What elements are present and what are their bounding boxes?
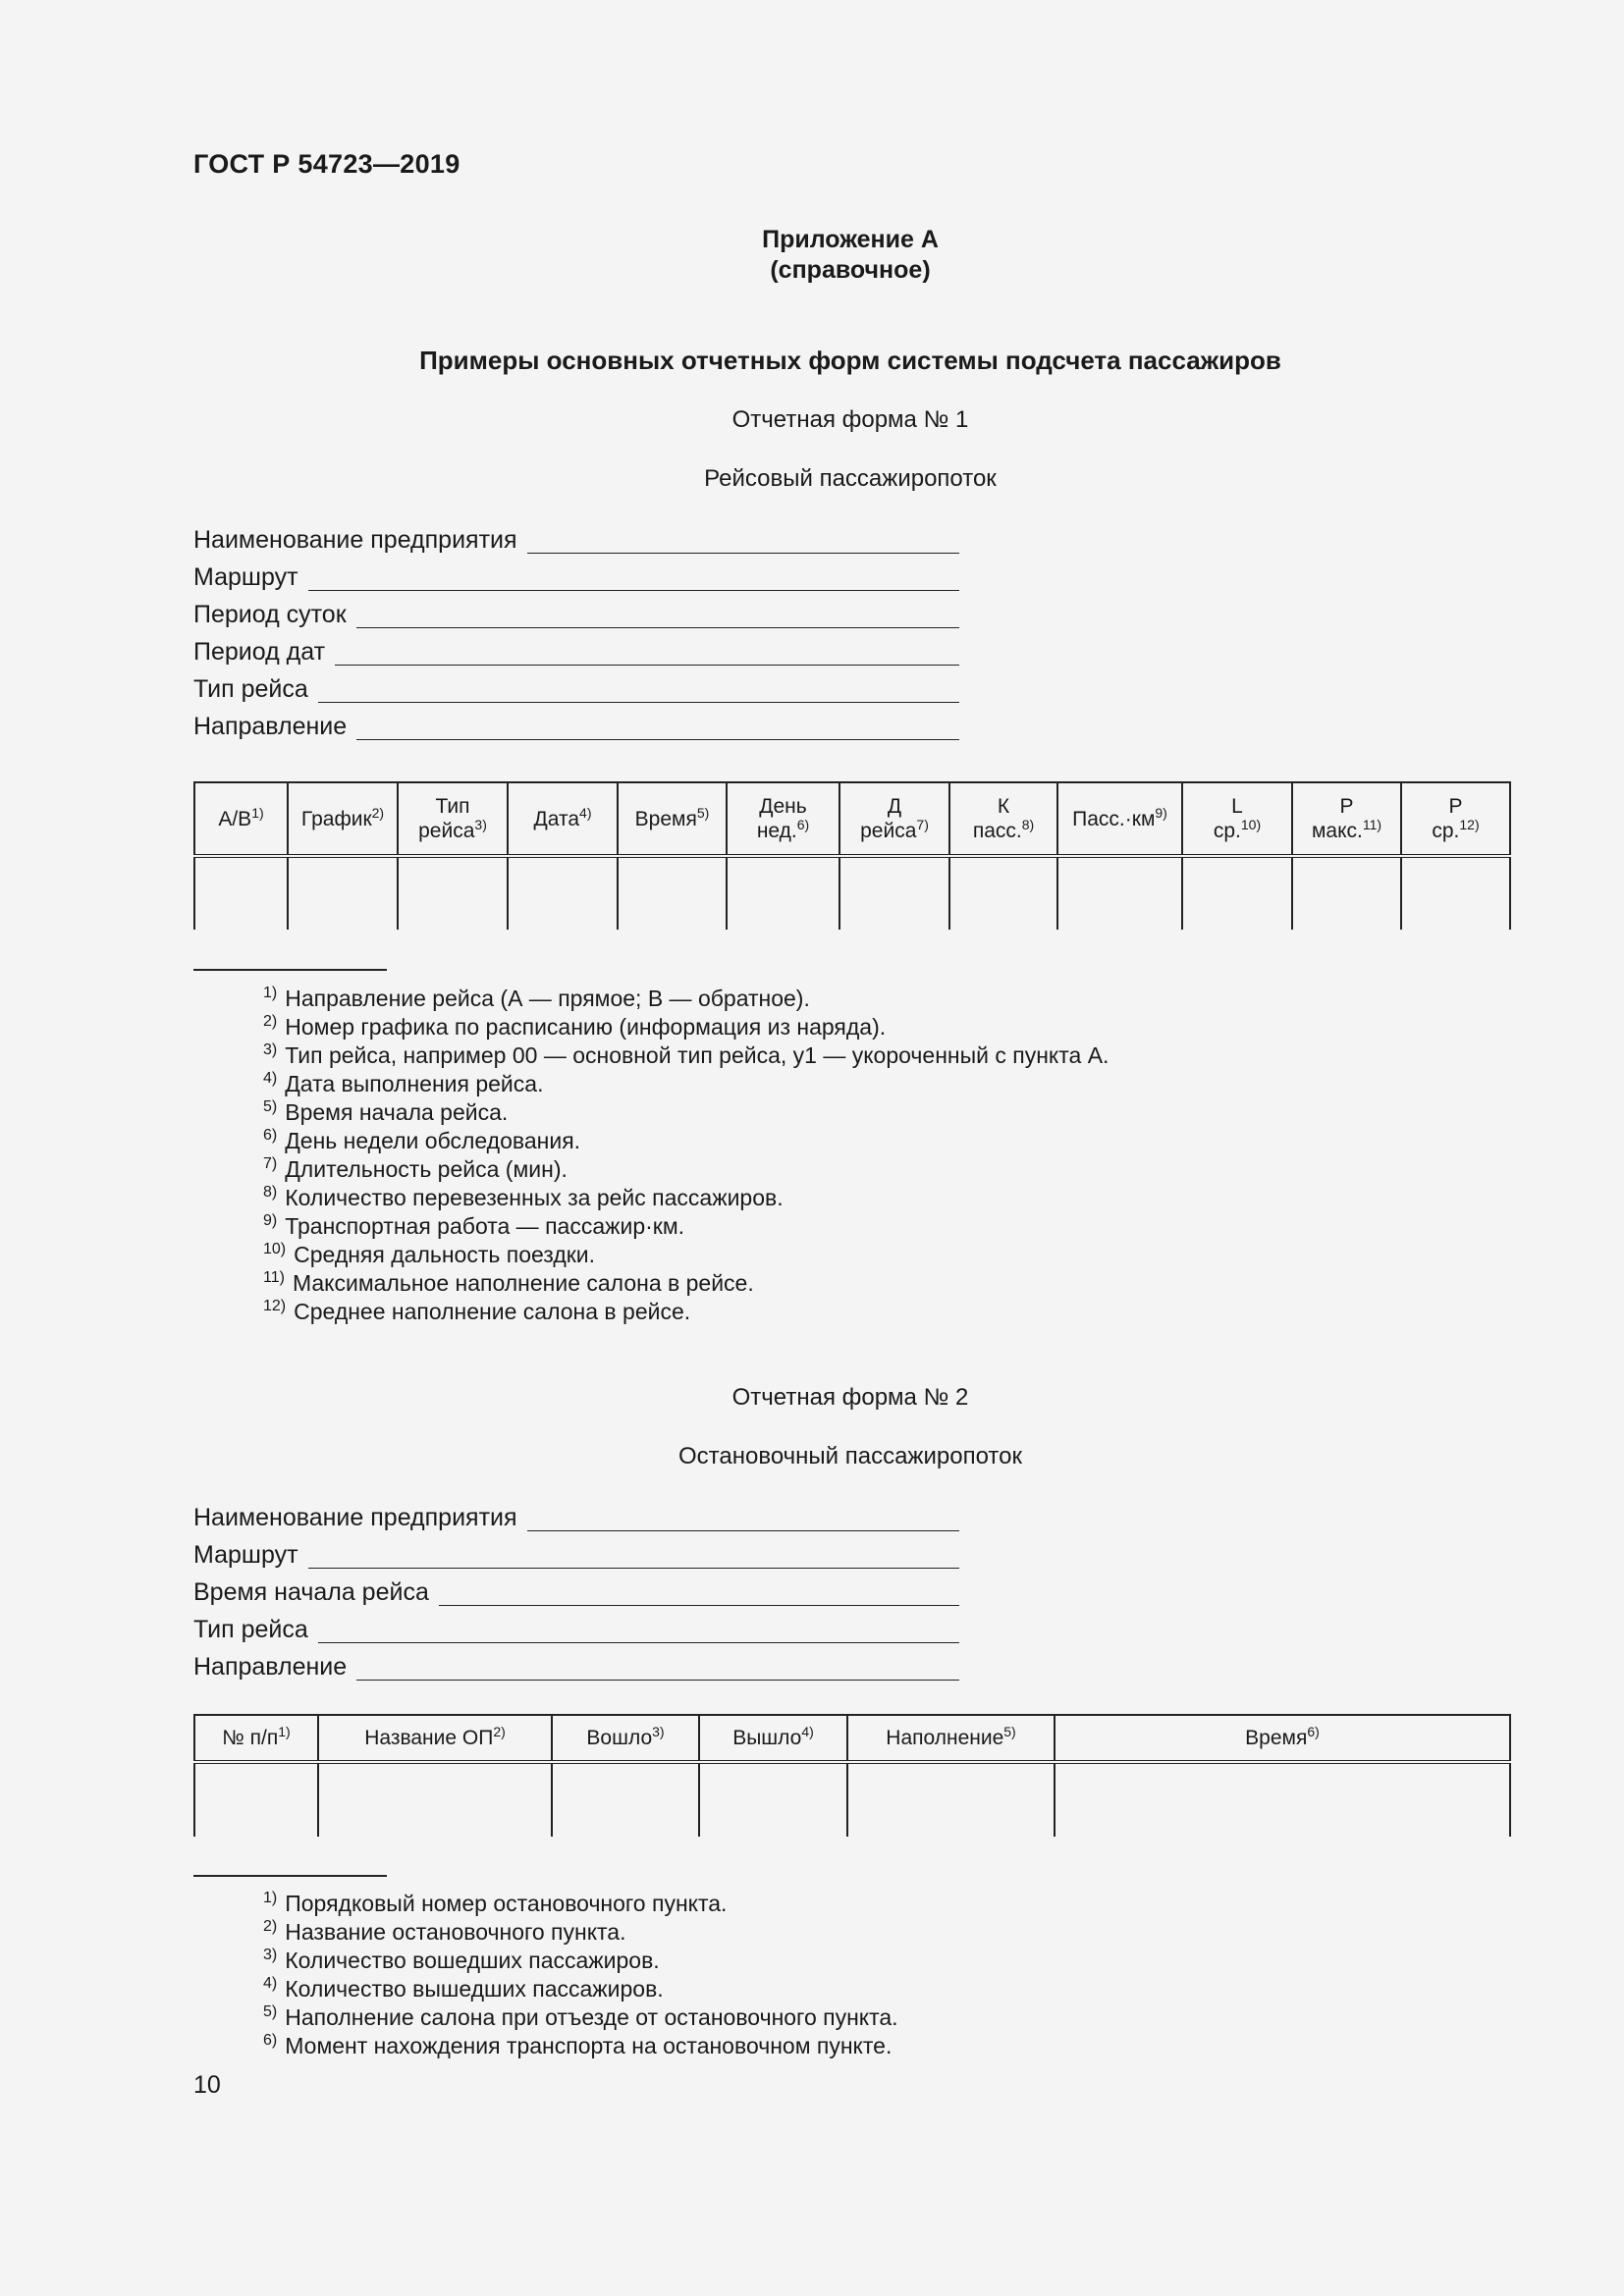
footnote: $^{2)}$ Номер графика по расписанию (информация из наряда). (263, 1013, 887, 1040)
appendix-subtitle: (справочное) (770, 256, 931, 284)
table-cell[interactable] (847, 1762, 1055, 1837)
form2-number: Отчетная форма № 2 (731, 1384, 969, 1411)
document-code: ГОСТ Р 54723—2019 (193, 149, 460, 179)
table-header-row (194, 782, 1510, 856)
footnote: $^{1)}$ Направление рейса (А — прямое; В — обратное). (263, 985, 810, 1011)
column-header: График$^{2)}$ (288, 782, 398, 856)
column-header: $Пасс.\cdot км^{9)}$ (1057, 782, 1182, 856)
field-label: Наименование предприятия (193, 1504, 517, 1531)
table-cell[interactable] (727, 856, 839, 930)
field-label: Маршрут (193, 1541, 298, 1569)
footnote: $^{4)}$ Количество вышедших пассажиров. (263, 1975, 664, 2002)
table-cell[interactable] (288, 856, 398, 930)
footnote: $^{3)}$ Количество вошедших пассажиров. (263, 1947, 660, 1973)
field-label: Тип рейса (193, 675, 308, 703)
footnote: $^{10)}$ Средняя дальность поездки. (263, 1241, 596, 1267)
form1-field-enterprise (193, 524, 959, 554)
table-cell[interactable] (194, 1762, 318, 1837)
column-header: Название ОП$^{2)}$ (318, 1715, 552, 1762)
footnote: $^{5)}$ Время начала рейса. (263, 1098, 509, 1125)
form2-field-direction (193, 1651, 959, 1681)
field-line[interactable] (356, 604, 959, 628)
form2-table (193, 1714, 1511, 1837)
field-line[interactable] (356, 716, 959, 740)
main-title: Примеры основных отчетных форм системы подсчета пассажиров (419, 346, 1281, 375)
footnote: $^{6)}$ Момент нахождения транспорта на остановочном пункте. (263, 2032, 893, 2058)
field-label: Период суток (193, 601, 347, 628)
footnote: $^{5)}$ Наполнение салона при отъезде от остановочного пункта. (263, 2003, 898, 2030)
footnote: $^{7)}$ Длительность рейса (мин). (263, 1155, 568, 1182)
column-header: Вышло$^{4)}$ (699, 1715, 847, 1762)
form2-field-route (193, 1539, 959, 1569)
footnote: $^{9)}$ Транспортная работа — пассажир·км. (263, 1212, 685, 1239)
form1-field-route (193, 561, 959, 591)
field-label: Тип рейса (193, 1616, 308, 1643)
column-header: L ср.$^{10)}$ (1182, 782, 1292, 856)
form1-name: Рейсовый пассажиропоток (704, 465, 997, 492)
column-header: Тип рейса$^{3)}$ (398, 782, 508, 856)
form2-field-start-time (193, 1576, 959, 1606)
page-number: 10 (193, 2071, 221, 2099)
form1-table (193, 781, 1511, 930)
table-cell[interactable] (552, 1762, 699, 1837)
table-row (194, 856, 1510, 930)
column-header: День нед.$^{6)}$ (727, 782, 839, 856)
field-line[interactable] (318, 1619, 959, 1643)
field-line[interactable] (356, 1656, 959, 1681)
footnote: $^{3)}$ Тип рейса, например 00 — основной тип рейса, у1 — укороченный с пункта А. (263, 1041, 1110, 1068)
table-cell[interactable] (1401, 856, 1510, 930)
field-line[interactable] (308, 1544, 959, 1569)
column-header: Время$^{6)}$ (1055, 1715, 1510, 1762)
form1-footnotes (263, 985, 1109, 1326)
table-row (194, 1762, 1510, 1837)
field-line[interactable] (527, 1507, 959, 1531)
table-cell[interactable] (318, 1762, 552, 1837)
table-cell[interactable] (1057, 856, 1182, 930)
form1-number: Отчетная форма № 1 (731, 406, 969, 433)
column-header: P макс.$^{11)}$ (1292, 782, 1401, 856)
table-cell[interactable] (398, 856, 508, 930)
footnote: $^{11)}$ Максимальное наполнение салона в рейсе. (263, 1269, 754, 1296)
table-cell[interactable] (1292, 856, 1401, 930)
footnote: $^{2)}$ Название остановочного пункта. (263, 1918, 626, 1945)
form2-field-trip-type (193, 1614, 959, 1643)
field-label: Период дат (193, 638, 326, 666)
field-line[interactable] (318, 678, 959, 703)
column-header: № $п/п^{1)}$ (194, 1715, 318, 1762)
column-header: Время$^{5)}$ (618, 782, 727, 856)
field-line[interactable] (335, 641, 959, 666)
table-cell[interactable] (618, 856, 727, 930)
column-header: P ср.$^{12)}$ (1401, 782, 1510, 856)
form1-field-direction (193, 711, 959, 740)
table-cell[interactable] (1182, 856, 1292, 930)
footnote-rule (193, 1875, 387, 1877)
field-label: Маршрут (193, 563, 298, 591)
form2-field-enterprise (193, 1502, 959, 1531)
field-line[interactable] (308, 566, 959, 591)
table-cell[interactable] (1055, 1762, 1510, 1837)
appendix-title: Приложение А (762, 226, 939, 253)
table-header-row (194, 1715, 1510, 1762)
column-header: Вошло$^{3)}$ (552, 1715, 699, 1762)
column-header: $А/В^{1)}$ (194, 782, 288, 856)
form1-field-date-period (193, 636, 959, 666)
field-line[interactable] (527, 529, 959, 554)
column-header: К пасс.$^{8)}$ (949, 782, 1057, 856)
footnote-rule (193, 969, 387, 971)
table-cell[interactable] (699, 1762, 847, 1837)
field-label: Направление (193, 713, 348, 740)
table-cell[interactable] (508, 856, 618, 930)
column-header: Д рейса$^{7)}$ (839, 782, 949, 856)
form1-field-trip-type (193, 673, 959, 703)
table-cell[interactable] (839, 856, 949, 930)
footnote: $^{4)}$ Дата выполнения рейса. (263, 1070, 544, 1096)
field-label: Время начала рейса (193, 1578, 429, 1606)
footnote: $^{6)}$ День недели обследования. (263, 1127, 581, 1153)
column-header: Дата$^{4)}$ (508, 782, 618, 856)
table-cell[interactable] (194, 856, 288, 930)
table-cell[interactable] (949, 856, 1057, 930)
form2-footnotes (263, 1890, 898, 2060)
field-label: Наименование предприятия (193, 526, 517, 554)
footnote: $^{8)}$ Количество перевезенных за рейс пассажиров. (263, 1184, 784, 1210)
field-label: Направление (193, 1653, 348, 1681)
form2-name: Остановочный пассажиропоток (678, 1443, 1022, 1469)
footnote: $^{1)}$ Порядковый номер остановочного пункта. (263, 1890, 728, 1916)
field-line[interactable] (439, 1581, 959, 1606)
form1-field-day-period (193, 599, 959, 628)
footnote: $^{12)}$ Среднее наполнение салона в рейсе. (263, 1298, 691, 1324)
column-header: Наполнение$^{5)}$ (847, 1715, 1055, 1762)
